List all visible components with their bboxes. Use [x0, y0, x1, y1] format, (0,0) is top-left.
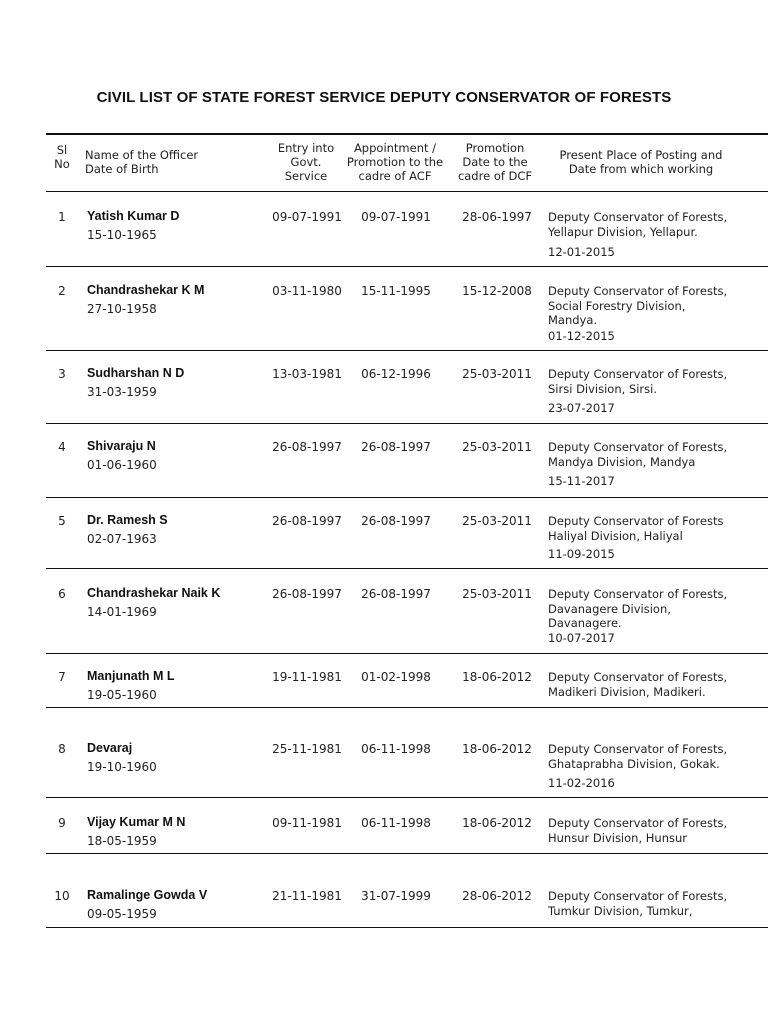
posting-since-date: 15-11-2017: [548, 474, 615, 488]
header-post-line2: Date from which working: [568, 162, 714, 176]
row-divider: [46, 853, 768, 854]
posting-since-date: 11-09-2015: [548, 547, 615, 561]
posting-line: Deputy Conservator of Forests,: [548, 210, 728, 224]
entry-date: 09-11-1981: [272, 816, 342, 830]
header-promotion: [450, 141, 540, 183]
officer-dob: 02-07-1963: [87, 532, 157, 546]
posting-line: Deputy Conservator of Forests,: [548, 742, 728, 756]
posting-line: Mandya.: [548, 313, 598, 327]
posting-line: Deputy Conservator of Forests,: [548, 440, 728, 454]
header-appt-line2: Promotion to the: [346, 155, 444, 169]
header-entry: [266, 141, 346, 183]
officer-name: Yatish Kumar D: [87, 209, 180, 223]
posting-line: Mandya Division, Mandya: [548, 454, 696, 469]
posting-since-date: 01-12-2015: [548, 329, 615, 343]
row-sl-number: 5: [58, 514, 66, 528]
posting-line: Deputy Conservator of Forests,: [548, 587, 728, 601]
header-sl: [47, 143, 77, 171]
row-sl-number: 8: [58, 742, 66, 756]
row-divider: [46, 797, 768, 798]
posting-line: Ghataprabha Division, Gokak.: [548, 756, 720, 771]
row-divider: [46, 350, 768, 351]
header-name-line1: Name of the Officer: [85, 148, 199, 162]
dcf-date: 28-06-2012: [462, 889, 532, 903]
table-top-rule: [46, 133, 768, 135]
entry-date: 09-07-1991: [272, 210, 342, 224]
row-divider: [46, 266, 768, 267]
posting-since-date: 11-02-2016: [548, 776, 615, 790]
header-post-line1: Present Place of Posting and: [559, 148, 723, 162]
header-appointment: [340, 141, 450, 183]
entry-date: 13-03-1981: [272, 367, 342, 381]
dcf-date: 15-12-2008: [462, 284, 532, 298]
acf-date: 26-08-1997: [361, 587, 431, 601]
acf-date: 06-12-1996: [361, 367, 431, 381]
header-prom-line1: Promotion: [465, 141, 525, 155]
officer-name: Sudharshan N D: [87, 366, 185, 380]
officer-dob: 31-03-1959: [87, 385, 157, 399]
posting-line: Madikeri Division, Madikeri.: [548, 684, 706, 699]
row-sl-number: 10: [54, 889, 70, 903]
acf-date: 06-11-1998: [361, 742, 431, 756]
officer-name: Ramalinge Gowda V: [87, 888, 208, 902]
posting-line: Social Forestry Division,: [548, 298, 686, 313]
header-name-line2: Date of Birth: [85, 162, 159, 176]
acf-date: 31-07-1999: [361, 889, 431, 903]
entry-date: 19-11-1981: [272, 670, 342, 684]
dcf-date: 25-03-2011: [462, 587, 532, 601]
posting-line: Haliyal Division, Haliyal: [548, 528, 683, 543]
row-divider: [46, 707, 768, 708]
entry-date: 21-11-1981: [272, 889, 342, 903]
posting-line: Deputy Conservator of Forests: [548, 514, 724, 528]
header-appt-line1: Appointment /: [353, 141, 437, 155]
row-sl-number: 4: [58, 440, 66, 454]
header-entry-line1: Entry into: [277, 141, 335, 155]
acf-date: 26-08-1997: [361, 514, 431, 528]
posting-line: Davanagere Division,: [548, 601, 671, 616]
officer-dob: 19-10-1960: [87, 760, 157, 774]
officer-dob: 27-10-1958: [87, 302, 157, 316]
header-appt-line3: cadre of ACF: [358, 169, 432, 183]
dcf-date: 18-06-2012: [462, 742, 532, 756]
officer-dob: 19-05-1960: [87, 688, 157, 702]
row-divider: [46, 927, 768, 928]
officer-name: Manjunath M L: [87, 669, 175, 683]
posting-line: Deputy Conservator of Forests,: [548, 367, 728, 381]
posting-line: Deputy Conservator of Forests,: [548, 284, 728, 298]
row-sl-number: 1: [58, 210, 66, 224]
acf-date: 06-11-1998: [361, 816, 431, 830]
entry-date: 26-08-1997: [272, 587, 342, 601]
row-sl-number: 3: [58, 367, 66, 381]
officer-dob: 18-05-1959: [87, 834, 157, 848]
officer-dob: 01-06-1960: [87, 458, 157, 472]
header-prom-line3: cadre of DCF: [457, 169, 533, 183]
posting-line: Davanagere.: [548, 616, 622, 630]
officer-dob: 09-05-1959: [87, 907, 157, 921]
row-divider: [46, 568, 768, 569]
posting-since-date: 23-07-2017: [548, 401, 615, 415]
dcf-date: 25-03-2011: [462, 440, 532, 454]
officer-name: Dr. Ramesh S: [87, 513, 168, 527]
posting-line: Hunsur Division, Hunsur: [548, 830, 687, 845]
header-posting: [548, 148, 734, 176]
row-divider: [46, 653, 768, 654]
officer-name: Chandrashekar Naik K: [87, 586, 221, 600]
posting-line: Tumkur Division, Tumkur,: [548, 903, 693, 918]
header-sl-line2: No: [54, 157, 70, 171]
dcf-date: 25-03-2011: [462, 367, 532, 381]
dcf-date: 25-03-2011: [462, 514, 532, 528]
document-title: CIVIL LIST OF STATE FOREST SERVICE DEPUTY CONSERVATOR OF FORESTS: [96, 89, 672, 106]
dcf-date: 28-06-1997: [462, 210, 532, 224]
dcf-date: 18-06-2012: [462, 816, 532, 830]
acf-date: 15-11-1995: [361, 284, 431, 298]
entry-date: 25-11-1981: [272, 742, 342, 756]
entry-date: 26-08-1997: [272, 440, 342, 454]
acf-date: 01-02-1998: [361, 670, 431, 684]
posting-line: Deputy Conservator of Forests,: [548, 670, 728, 684]
row-sl-number: 2: [58, 284, 66, 298]
officer-name: Shivaraju N: [87, 439, 156, 453]
posting-line: Deputy Conservator of Forests,: [548, 889, 728, 903]
entry-date: 03-11-1980: [272, 284, 342, 298]
dcf-date: 18-06-2012: [462, 670, 532, 684]
row-divider: [46, 497, 768, 498]
row-sl-number: 7: [58, 670, 66, 684]
acf-date: 26-08-1997: [361, 440, 431, 454]
header-entry-line3: Service: [284, 169, 328, 183]
posting-line: Sirsi Division, Sirsi.: [548, 381, 658, 396]
header-bottom-rule: [46, 191, 768, 192]
officer-name: Vijay Kumar M N: [87, 815, 186, 829]
posting-since-date: 10-07-2017: [548, 631, 615, 645]
posting-line: Yellapur Division, Yellapur.: [548, 224, 698, 239]
acf-date: 09-07-1991: [361, 210, 431, 224]
row-sl-number: 6: [58, 587, 66, 601]
officer-name: Devaraj: [87, 741, 133, 755]
header-name: [85, 148, 198, 176]
posting-line: Deputy Conservator of Forests,: [548, 816, 728, 830]
posting-since-date: 12-01-2015: [548, 245, 615, 259]
header-entry-line2: Govt.: [290, 155, 322, 169]
officer-name: Chandrashekar K M: [87, 283, 205, 297]
row-divider: [46, 423, 768, 424]
officer-dob: 14-01-1969: [87, 605, 157, 619]
entry-date: 26-08-1997: [272, 514, 342, 528]
row-sl-number: 9: [58, 816, 66, 830]
header-sl-line1: Sl: [56, 143, 68, 157]
header-prom-line2: Date to the: [462, 155, 528, 169]
officer-dob: 15-10-1965: [87, 228, 157, 242]
